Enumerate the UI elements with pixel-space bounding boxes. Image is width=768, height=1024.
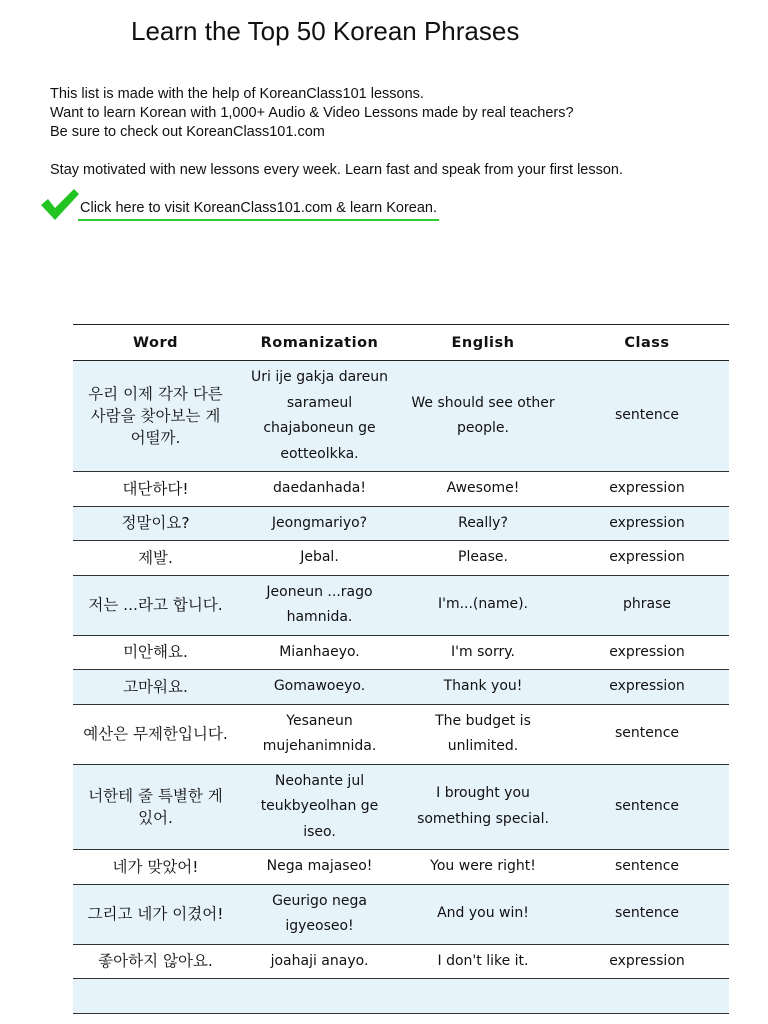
cell-english: We should see other people.	[401, 361, 565, 472]
cell-word: 예산은 무제한입니다.	[73, 704, 238, 764]
cell-romanization: Uri ije gakja dareun sarameul chajaboneun ge eotteolkka.	[238, 361, 401, 472]
table-row	[73, 944, 729, 979]
cell-english: I'm...(name).	[401, 575, 565, 635]
cell-word: 좋아하지 않아요.	[73, 944, 238, 979]
cell-class: sentence	[565, 884, 729, 944]
cell-word: 정말이요?	[73, 506, 238, 541]
table-row	[73, 506, 729, 541]
table-row	[73, 635, 729, 670]
cell-romanization: Jeoneun ...rago hamnida.	[238, 575, 401, 635]
cell-class: expression	[565, 506, 729, 541]
cell-word: 너한테 줄 특별한 게 있어.	[73, 764, 238, 850]
table-row	[73, 670, 729, 705]
cell-english: I brought you something special.	[401, 764, 565, 850]
cell-class: expression	[565, 670, 729, 705]
header-word: Word	[73, 325, 238, 361]
cell-class: expression	[565, 472, 729, 507]
header-class: Class	[565, 325, 729, 361]
cell-romanization: daedanhada!	[238, 472, 401, 507]
cell-romanization: Jeongmariyo?	[238, 506, 401, 541]
cell-english: I don't like it.	[401, 944, 565, 979]
intro-line-4: Stay motivated with new lessons every week. Learn fast and speak from your first lesson.	[50, 162, 624, 178]
intro-line-2: Want to learn Korean with 1,000+ Audio & Video Lessons made by real teachers?	[50, 105, 574, 121]
visit-site-link[interactable]: Click here to visit KoreanClass101.com & learn Korean.	[78, 200, 439, 221]
cell-word: 제발.	[73, 541, 238, 576]
cell-english: And you win!	[401, 884, 565, 944]
cell-romanization: Jebal.	[238, 541, 401, 576]
cell-class: expression	[565, 635, 729, 670]
cta-link-area[interactable]	[40, 188, 480, 224]
table-row	[73, 472, 729, 507]
table-row	[73, 575, 729, 635]
cell-romanization: joahaji anayo.	[238, 944, 401, 979]
table-row	[73, 704, 729, 764]
table-header-row	[73, 325, 729, 361]
cell-class: expression	[565, 944, 729, 979]
cell-class: sentence	[565, 764, 729, 850]
table-row	[73, 850, 729, 885]
cell-romanization: Geurigo nega igyeoseo!	[238, 884, 401, 944]
cell-romanization: Neohante jul teukbyeolhan ge iseo.	[238, 764, 401, 850]
checkmark-icon	[40, 188, 80, 222]
cell-word: 우리 이제 각자 다른 사람을 찾아보는 게 어떨까.	[73, 361, 238, 472]
intro-text	[50, 85, 750, 180]
cell-english: You were right!	[401, 850, 565, 885]
cell-word: 저는 ...라고 합니다.	[73, 575, 238, 635]
table-row	[73, 541, 729, 576]
intro-line-3: Be sure to check out KoreanClass101.com	[50, 124, 325, 140]
header-romanization: Romanization	[238, 325, 401, 361]
cell-english: The budget is unlimited.	[401, 704, 565, 764]
table-row	[73, 884, 729, 944]
cell-english: Please.	[401, 541, 565, 576]
cell-word: 그리고 네가 이겼어!	[73, 884, 238, 944]
cell-word: 대단하다!	[73, 472, 238, 507]
cell-english: I'm sorry.	[401, 635, 565, 670]
table-row	[73, 979, 729, 1014]
cell-english: Awesome!	[401, 472, 565, 507]
phrases-table	[73, 324, 729, 1014]
cell-romanization: Mianhaeyo.	[238, 635, 401, 670]
intro-line-1: This list is made with the help of KoreanClass101 lessons.	[50, 86, 424, 102]
cell-word: 고마워요.	[73, 670, 238, 705]
cell-class: sentence	[565, 850, 729, 885]
table-row	[73, 764, 729, 850]
cell-english: Thank you!	[401, 670, 565, 705]
page-title: Learn the Top 50 Korean Phrases	[131, 16, 520, 46]
cell-class: phrase	[565, 575, 729, 635]
header-english: English	[401, 325, 565, 361]
cell-romanization: Yesaneun mujehanimnida.	[238, 704, 401, 764]
cell-word: 미안해요.	[73, 635, 238, 670]
cell-romanization: Gomawoeyo.	[238, 670, 401, 705]
cell-english: Really?	[401, 506, 565, 541]
cell-class: expression	[565, 541, 729, 576]
cell-word: 네가 맞았어!	[73, 850, 238, 885]
table-row	[73, 361, 729, 472]
cell-romanization: Nega majaseo!	[238, 850, 401, 885]
cell-class: sentence	[565, 704, 729, 764]
cell-class: sentence	[565, 361, 729, 472]
